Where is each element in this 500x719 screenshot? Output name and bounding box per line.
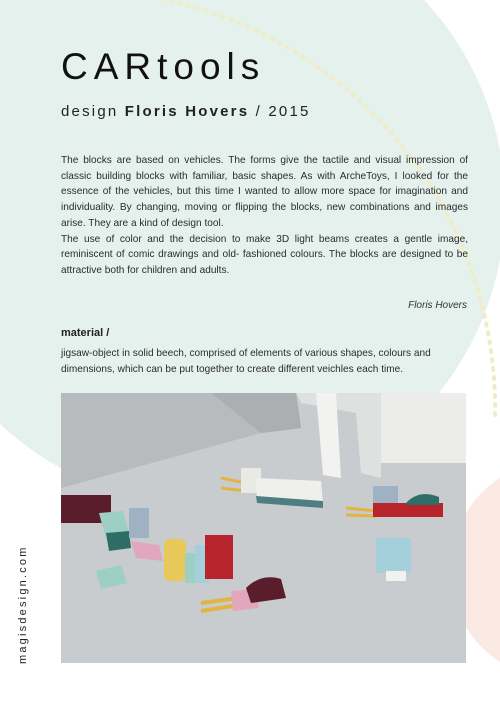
designer-credit: [61, 103, 311, 120]
website-url: magisdesign.com: [17, 545, 29, 664]
design-label: design: [61, 103, 119, 120]
page-title: CARtools: [61, 46, 266, 87]
designer-name: Floris Hovers: [124, 103, 250, 120]
material-heading: material /: [61, 327, 110, 339]
author-signature: Floris Hovers: [408, 300, 467, 311]
description-paragraph-1: The blocks are based on vehicles. The forms give the tactile and visual impression of classic building blocks with familiar, basic shapes. As with ArcheToys, I looked for the essence of the vehicles, but this time I wanted to allow more space for imagination and individuality. By changing, moving or flipping the blocks, new combinations and images arise. They are a kind of design tool.: [61, 155, 468, 229]
design-year: / 2015: [255, 103, 311, 120]
material-description: jigsaw-object in solid beech, comprised of elements of various shapes, colours and dimensions, which can be put together to create different veichles each time.: [61, 348, 431, 375]
product-photo: [61, 393, 466, 663]
description-paragraph-2: The use of color and the decision to make 3D light beams creates a gentle image, reminiscent of comic drawings and old- fashioned colours. The blocks are designed to be attractive both for children and adults.: [61, 233, 468, 276]
description-text: [61, 153, 468, 279]
